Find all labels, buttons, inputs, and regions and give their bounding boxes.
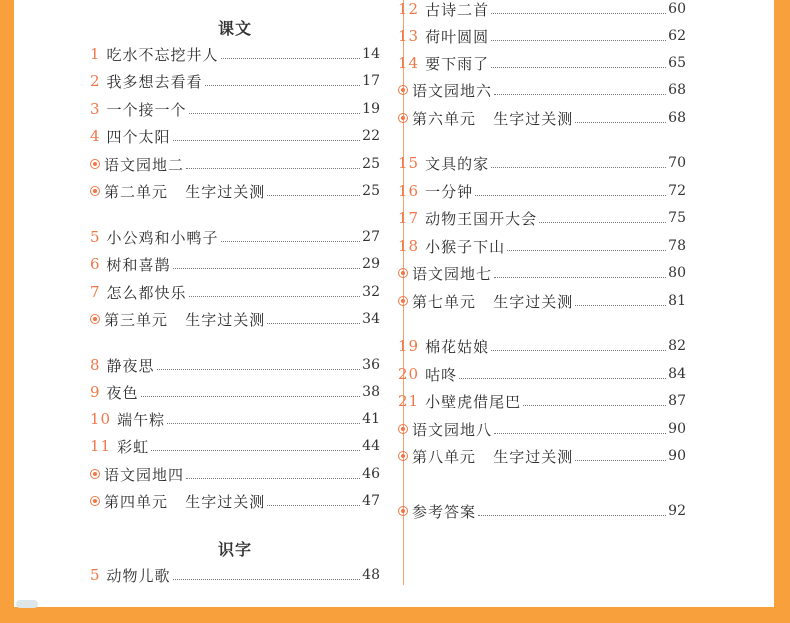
toc-entry-page: 25 (362, 156, 380, 172)
toc-entry-number: 18 (398, 237, 420, 255)
dot-leader (575, 121, 666, 123)
toc-entry-title: 第八单元 生字过关测 (412, 447, 574, 466)
toc-entry-page: 34 (362, 311, 380, 327)
dot-leader (575, 304, 666, 306)
toc-entry-page: 87 (668, 393, 686, 409)
toc-entry (398, 364, 686, 384)
toc-entry (398, 53, 686, 73)
dot-leader (494, 93, 666, 95)
dot-leader (478, 514, 666, 516)
corner-mark (16, 600, 38, 608)
toc-entry-number: 7 (90, 283, 101, 301)
toc-entry (90, 355, 380, 375)
toc-entry-number: 11 (90, 437, 112, 455)
dot-leader (173, 578, 361, 580)
toc-entry (398, 181, 686, 201)
toc-entry-title: 要下雨了 (425, 54, 490, 73)
toc-entry-number: 3 (90, 100, 101, 118)
bullet-icon (90, 186, 100, 196)
toc-entry-title: 端午粽 (117, 410, 166, 429)
toc-entry-page: 75 (668, 210, 686, 226)
toc-entry (398, 153, 686, 173)
toc-entry-page: 44 (362, 438, 380, 454)
toc-entry-page: 41 (362, 411, 380, 427)
dot-leader (205, 84, 361, 86)
dot-leader (173, 267, 361, 269)
toc-entry (398, 263, 686, 283)
dot-leader (151, 449, 360, 451)
toc-entry-page: 14 (362, 46, 380, 62)
toc-entry-page: 27 (362, 229, 380, 245)
toc-entry-page: 19 (362, 101, 380, 117)
dot-leader (141, 395, 361, 397)
bullet-icon (398, 506, 408, 516)
toc-entry-number: 15 (398, 154, 420, 172)
toc-entry (90, 99, 380, 119)
toc-entry-page: 90 (668, 448, 686, 464)
bullet-icon (398, 85, 408, 95)
toc-entry (90, 409, 380, 429)
dot-leader (475, 194, 666, 196)
toc-entry-title: 咕咚 (425, 365, 458, 384)
toc-entry-number: 6 (90, 255, 101, 273)
toc-entry-number: 2 (90, 72, 101, 90)
bullet-icon (90, 496, 100, 506)
toc-entry (398, 291, 686, 311)
toc-entry (398, 446, 686, 466)
dot-leader (507, 249, 666, 251)
toc-entry-page: 78 (668, 238, 686, 254)
toc-entry-page: 47 (362, 493, 380, 509)
dot-leader (157, 368, 361, 370)
toc-page (14, 0, 774, 607)
toc-entry-title: 荷叶圆圆 (425, 27, 490, 46)
toc-entry-title: 棉花姑娘 (425, 337, 490, 356)
dot-leader (267, 504, 360, 506)
toc-entry (398, 501, 686, 521)
toc-entry-number: 5 (90, 566, 101, 584)
dot-leader (186, 477, 360, 479)
toc-entry-title: 文具的家 (425, 154, 490, 173)
toc-entry-title: 彩虹 (117, 437, 150, 456)
toc-entry (398, 391, 686, 411)
toc-entry-number: 1 (90, 45, 101, 63)
section-title-literacy: 识字 (218, 540, 253, 559)
toc-entry-page: 84 (668, 366, 686, 382)
toc-entry-title: 语文园地七 (412, 264, 493, 283)
toc-entry (398, 108, 686, 128)
bullet-icon (398, 451, 408, 461)
toc-entry (90, 181, 380, 201)
dot-leader (491, 66, 666, 68)
toc-entry (90, 254, 380, 274)
toc-entry-number: 8 (90, 356, 101, 374)
toc-entry-page: 48 (362, 567, 380, 583)
toc-entry-page: 90 (668, 421, 686, 437)
bullet-icon (398, 424, 408, 434)
toc-entry-page: 72 (668, 183, 686, 199)
toc-entry (398, 0, 686, 19)
toc-entry-number: 4 (90, 127, 101, 145)
toc-entry-page: 46 (362, 466, 380, 482)
toc-entry (90, 565, 380, 585)
toc-entry-title: 小公鸡和小鸭子 (106, 228, 219, 247)
toc-entry-number: 10 (90, 410, 112, 428)
bullet-icon (90, 314, 100, 324)
toc-entry-title: 第四单元 生字过关测 (104, 492, 266, 511)
toc-entry-page: 25 (362, 183, 380, 199)
toc-entry-title: 第二单元 生字过关测 (104, 182, 266, 201)
toc-entry-page: 17 (362, 73, 380, 89)
dot-leader (221, 57, 361, 59)
dot-leader (494, 432, 666, 434)
dot-leader (267, 322, 360, 324)
bullet-icon (398, 113, 408, 123)
toc-entry-title: 小猴子下山 (425, 237, 506, 256)
bullet-icon (398, 268, 408, 278)
toc-entry-number: 14 (398, 54, 420, 72)
toc-entry (90, 436, 380, 456)
toc-entry (398, 336, 686, 356)
toc-entry-page: 82 (668, 338, 686, 354)
dot-leader (267, 194, 360, 196)
toc-entry (90, 309, 380, 329)
toc-entry-number: 13 (398, 27, 420, 45)
toc-entry-title: 夜色 (106, 383, 139, 402)
dot-leader (189, 112, 361, 114)
toc-entry (90, 71, 380, 91)
toc-entry-title: 语文园地八 (412, 420, 493, 439)
toc-entry-page: 36 (362, 357, 380, 373)
toc-entry-title: 吃水不忘挖井人 (106, 45, 219, 64)
toc-entry-title: 第三单元 生字过关测 (104, 310, 266, 329)
toc-entry-title: 四个太阳 (106, 127, 171, 146)
toc-entry-page: 60 (668, 1, 686, 17)
toc-entry-page: 92 (668, 503, 686, 519)
toc-entry-title: 动物儿歌 (106, 566, 171, 585)
toc-entry-number: 9 (90, 383, 101, 401)
toc-entry-number: 16 (398, 182, 420, 200)
toc-entry (398, 208, 686, 228)
toc-entry-title: 树和喜鹊 (106, 255, 171, 274)
toc-entry-number: 5 (90, 228, 101, 246)
dot-leader (186, 167, 360, 169)
dot-leader (575, 459, 666, 461)
toc-entry-title: 小壁虎借尾巴 (425, 392, 522, 411)
toc-entry-title: 怎么都快乐 (106, 283, 187, 302)
toc-entry-title: 语文园地六 (412, 81, 493, 100)
dot-leader (494, 276, 666, 278)
dot-leader (539, 221, 666, 223)
toc-entry-number: 20 (398, 365, 420, 383)
dot-leader (221, 240, 361, 242)
toc-entry-page: 81 (668, 293, 686, 309)
toc-entry-title: 动物王国开大会 (425, 209, 538, 228)
toc-entry-page: 22 (362, 128, 380, 144)
toc-entry (90, 227, 380, 247)
toc-entry (398, 26, 686, 46)
toc-entry-page: 62 (668, 28, 686, 44)
bullet-icon (90, 159, 100, 169)
toc-entry-title: 一个接一个 (106, 100, 187, 119)
bullet-icon (398, 296, 408, 306)
bullet-icon (90, 469, 100, 479)
toc-entry-page: 65 (668, 55, 686, 71)
dot-leader (491, 349, 666, 351)
toc-entry-page: 38 (362, 384, 380, 400)
toc-entry-title: 第六单元 生字过关测 (412, 109, 574, 128)
toc-entry-page: 70 (668, 155, 686, 171)
toc-entry-number: 12 (398, 0, 420, 18)
dot-leader (459, 377, 666, 379)
dot-leader (523, 404, 666, 406)
toc-entry-title: 一分钟 (425, 182, 474, 201)
toc-entry (398, 419, 686, 439)
section-title-lessons: 课文 (218, 19, 253, 38)
toc-entry (398, 80, 686, 100)
toc-entry (90, 282, 380, 302)
toc-entry-title: 我多想去看看 (106, 72, 203, 91)
toc-entry-page: 68 (668, 110, 686, 126)
toc-entry-page: 80 (668, 265, 686, 281)
toc-entry (90, 464, 380, 484)
toc-entry-title: 静夜思 (106, 356, 155, 375)
toc-entry-number: 19 (398, 337, 420, 355)
dot-leader (491, 12, 666, 14)
dot-leader (491, 39, 666, 41)
dot-leader (491, 166, 666, 168)
toc-entry-page: 32 (362, 284, 380, 300)
toc-entry (90, 126, 380, 146)
toc-entry-page: 68 (668, 82, 686, 98)
toc-entry-number: 17 (398, 209, 420, 227)
toc-entry-title: 古诗二首 (425, 0, 490, 19)
toc-entry-title: 第七单元 生字过关测 (412, 292, 574, 311)
toc-entry-page: 29 (362, 256, 380, 272)
toc-entry-title: 参考答案 (412, 502, 477, 521)
toc-entry-number: 21 (398, 392, 420, 410)
dot-leader (189, 295, 361, 297)
toc-entry (398, 236, 686, 256)
toc-entry (90, 491, 380, 511)
toc-entry-title: 语文园地四 (104, 465, 185, 484)
toc-entry-title: 语文园地二 (104, 155, 185, 174)
toc-entry (90, 44, 380, 64)
toc-entry (90, 154, 380, 174)
dot-leader (173, 139, 361, 141)
toc-entry (90, 382, 380, 402)
dot-leader (167, 422, 360, 424)
